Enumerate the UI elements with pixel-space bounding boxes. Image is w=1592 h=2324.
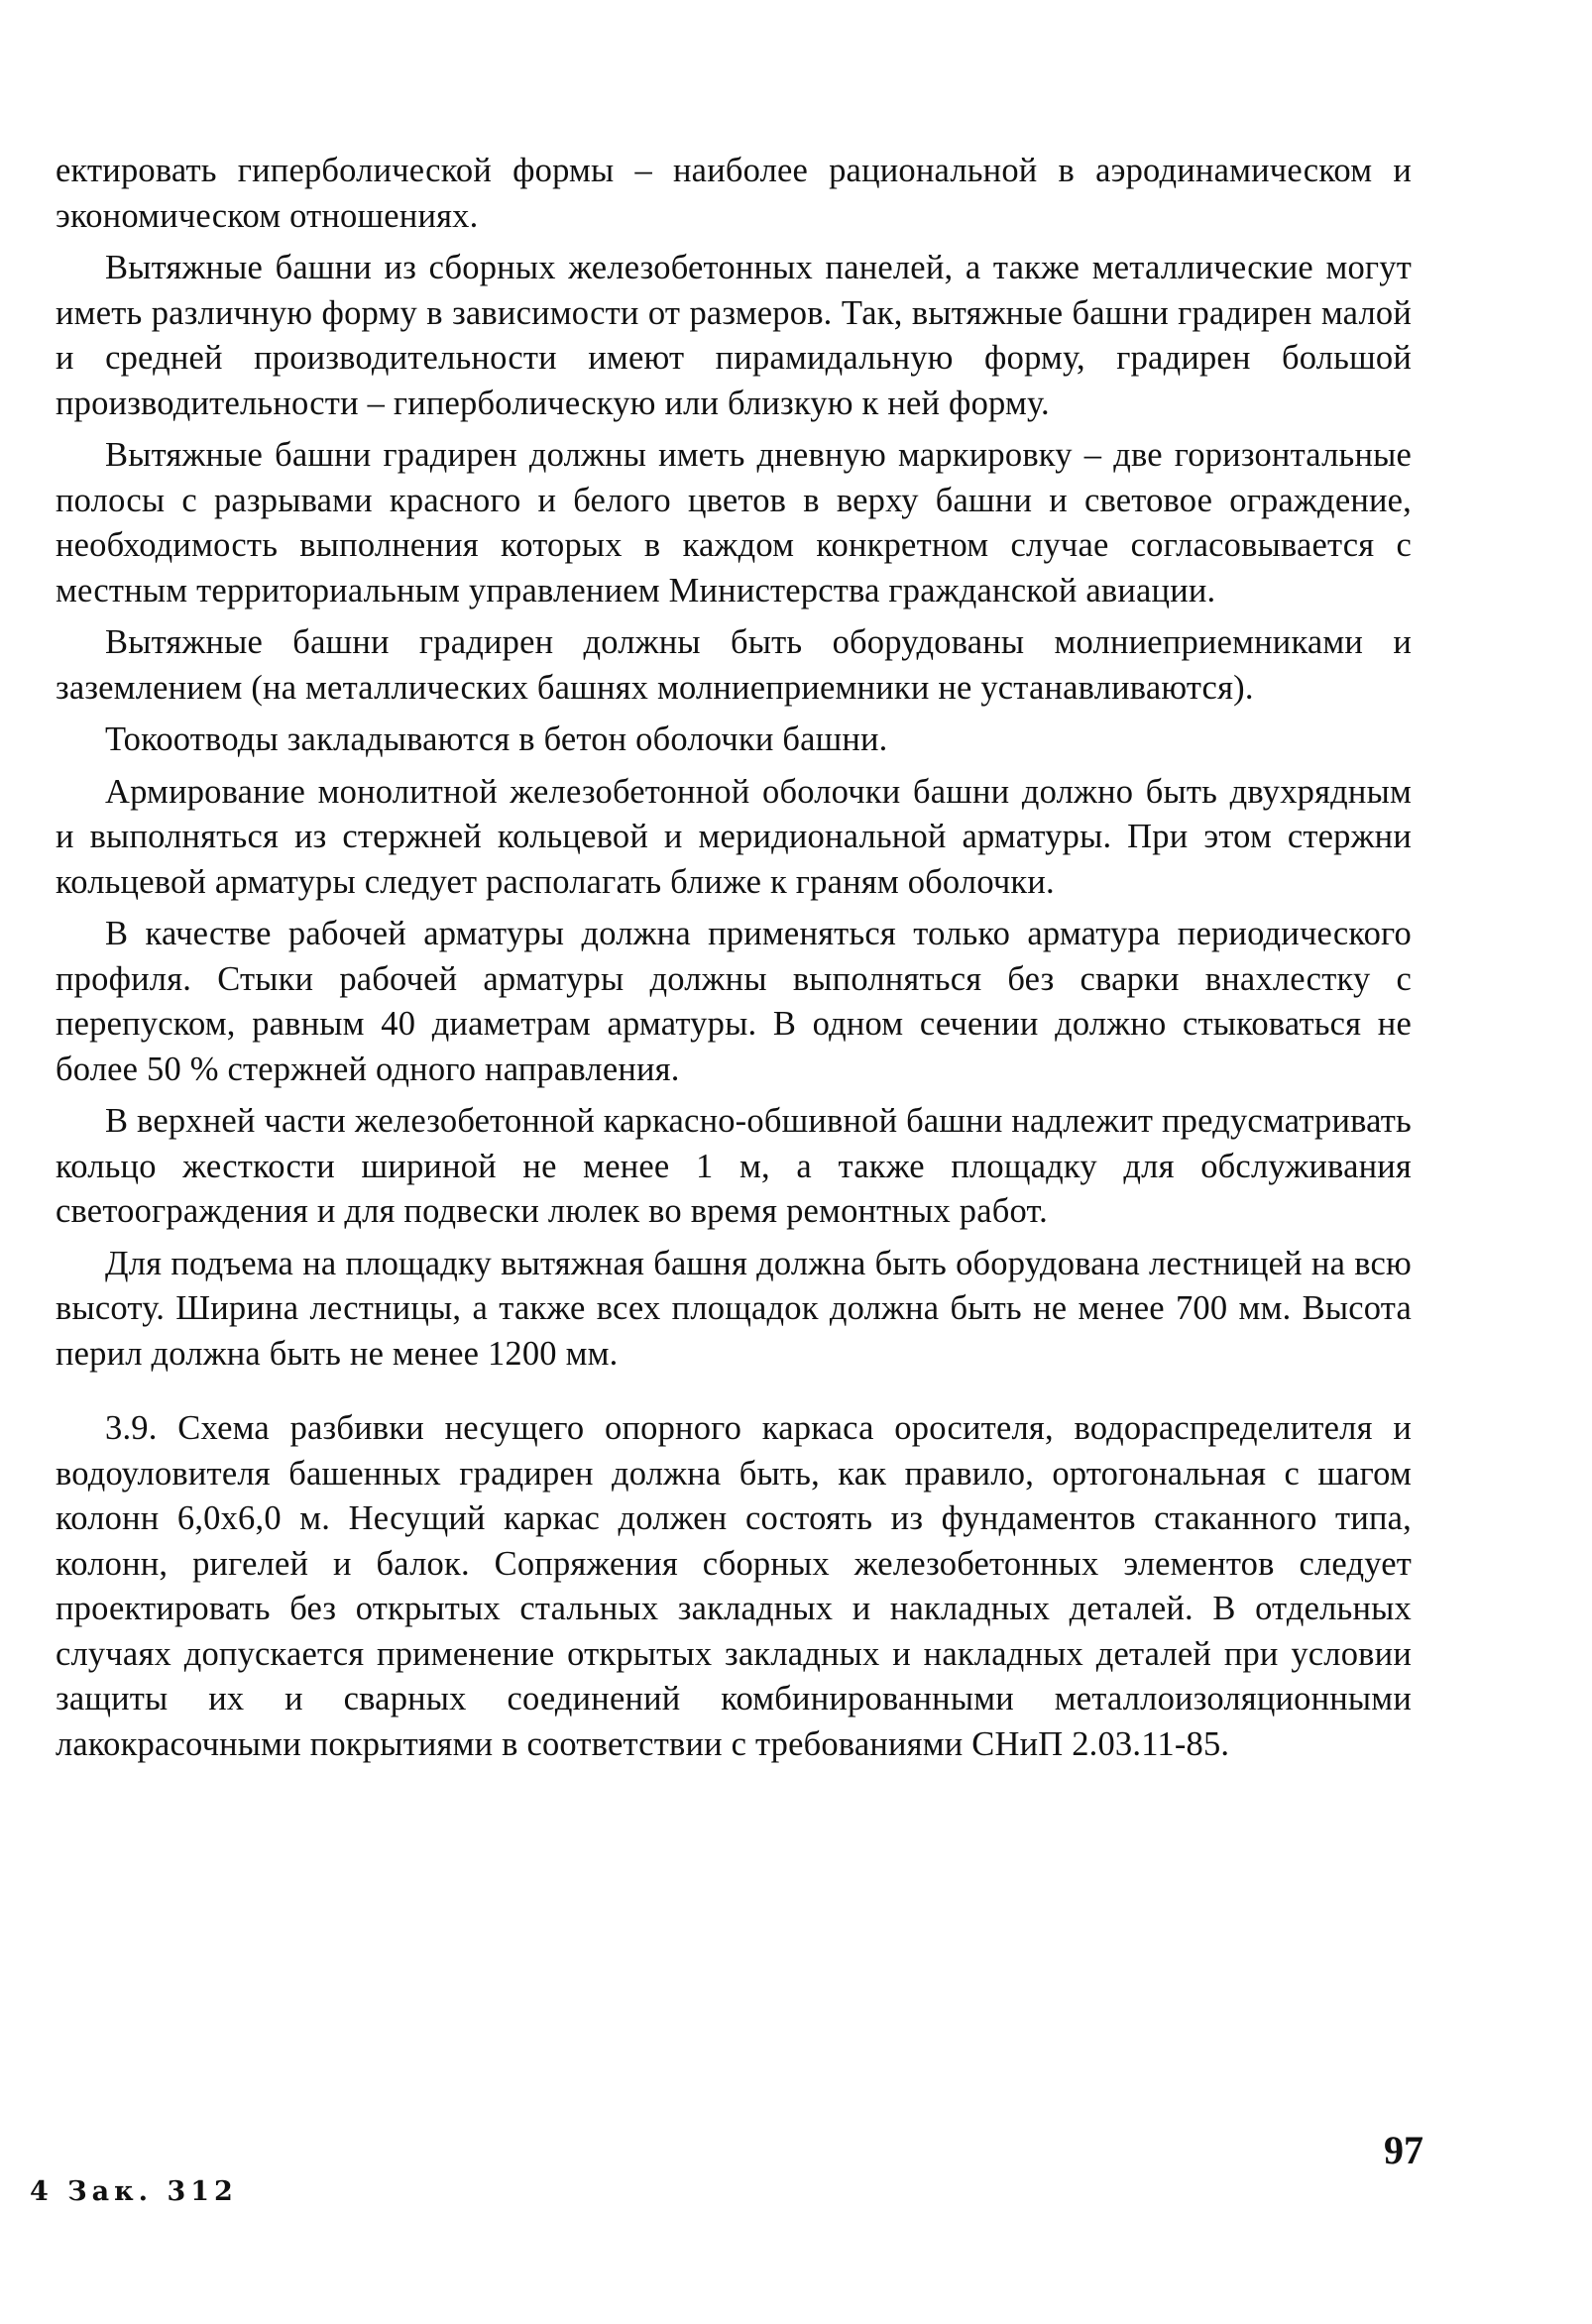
paragraph-day-marking: Вытяжные башни градирен должны иметь дневную маркировку – две горизонтальные полосы с разрывами красного и белого цветов в верху башни и световое ограждение, необходимость выполнения которых в каждом конкретном случае согласовывается с местным территориальным управлением Министерства гражданской авиации. bbox=[56, 436, 1412, 609]
paragraph-shell-reinforcement: Армирование монолитной железобетонной оболочки башни должно быть двухрядным и выполняться из стержней кольцевой и меридиональной арматуры. При этом стержни кольцевой арматуры следует располагать ближе к граням оболочки. bbox=[56, 772, 1412, 901]
paragraph-lightning-protection: Вытяжные башни градирен должны быть оборудованы молниеприемниками и заземлением (на металлических башнях молниеприемники не устанавливаются). bbox=[56, 623, 1412, 707]
page-body bbox=[56, 149, 1412, 1774]
paragraph-tower-shapes: Вытяжные башни из сборных железобетонных панелей, а также металлические могут иметь различную форму в зависимости от размеров. Так, вытяжные башни градирен малой и средней производительности имеют пирамидальную форму, градирен большой производительности – гиперболическую или близкую к ней форму. bbox=[56, 249, 1412, 422]
print-order-mark: 4 Зак. 312 bbox=[30, 2176, 238, 2207]
paragraph-continuation: ектировать гиперболической формы – наиболее рациональной в аэродинамическом и экономическом отношениях. bbox=[56, 152, 1412, 235]
paragraph-ladder: Для подъема на площадку вытяжная башня должна быть оборудована лестницей на всю высоту. Ширина лестницы, а также всех площадок должна быть не менее 700 мм. Высота перил должна быть не менее 1200 мм. bbox=[56, 1244, 1412, 1373]
paragraph-working-reinforcement: В качестве рабочей арматуры должна применяться только арматура периодического профиля. Стыки рабочей арматуры должны выполняться без сварки внахлестку с перепуском, равным 40 диаметрам арматуры. В одном сечении должно стыковаться не более 50 % стержней одного направления. bbox=[56, 915, 1412, 1088]
section-3-9 bbox=[56, 1406, 1412, 1767]
paragraph-down-conductors: Токоотводы закладываются в бетон оболочки башни. bbox=[105, 720, 888, 758]
section-number: 3.9. bbox=[105, 1409, 158, 1447]
paragraph-stiffening-ring: В верхней части железобетонной каркасно-обшивной башни надлежит предусматривать кольцо жесткости шириной не менее 1 м, а также площадку для обслуживания светоограждения и для подвески люлек во время ремонтных работ. bbox=[56, 1102, 1412, 1230]
section-text: Схема разбивки несущего опорного каркаса оросителя, водораспределителя и водоуловителя башенных градирен должна быть, как правило, ортогональная с шагом колонн 6,0х6,0 м. Несущий каркас должен состоять из фундаментов стаканного типа, колонн, ригелей и балок. Сопряжения сборных железобетонных элементов следует проектировать без открытых стальных закладных и накладных деталей. В отдельных случаях допускается применение открытых закладных и накладных деталей при условии защиты их и сварных соединений комбинированными металлоизоляционными лакокрасочными покрытиями в соответствии с требованиями СНиП 2.03.11-85. bbox=[56, 1409, 1412, 1763]
page-number: 97 bbox=[1384, 2128, 1423, 2172]
